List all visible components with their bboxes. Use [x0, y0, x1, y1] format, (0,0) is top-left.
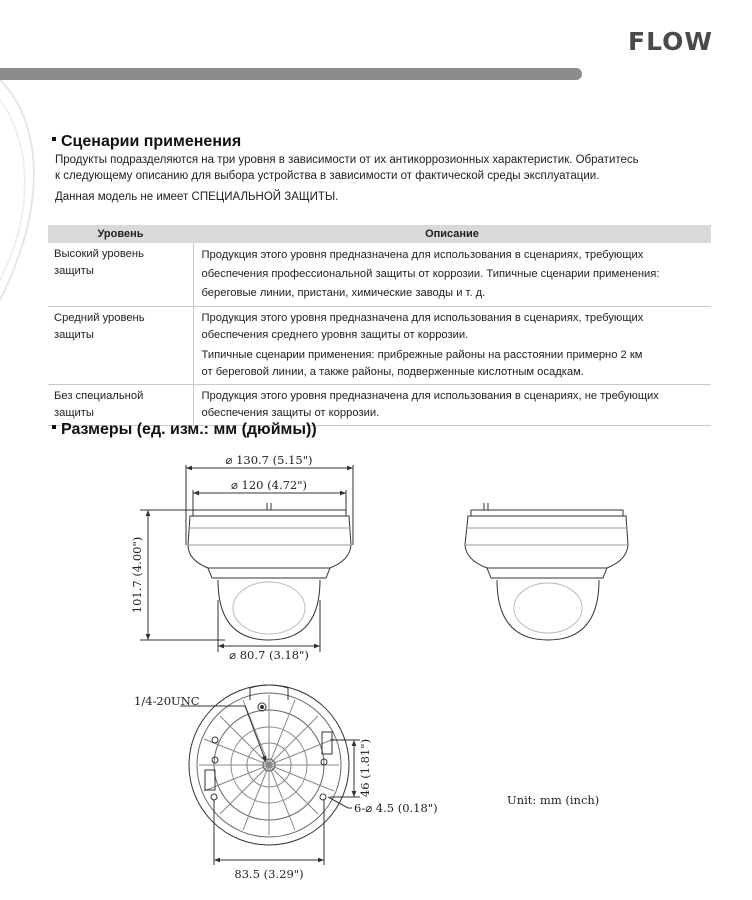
table-row	[48, 307, 711, 385]
dimension-drawing	[0, 440, 752, 900]
model-note: Данная модель не имеет СПЕЦИАЛЬНОЙ ЗАЩИТЫ.	[55, 191, 339, 203]
level-cell	[48, 243, 193, 307]
dim-thread: 1/4-20UNC	[134, 694, 200, 708]
unit-note: Unit: mm (inch)	[507, 793, 600, 807]
level-line: Без специальной	[54, 390, 144, 402]
section-title-dimensions	[52, 421, 317, 439]
description-line: Продукция этого уровня предназначена для использования в сценариях, требующих	[201, 312, 644, 324]
level-cell	[48, 385, 193, 426]
header-bar	[0, 68, 582, 80]
description-cell	[193, 243, 711, 307]
intro-line: к следующему описанию для выбора устройства в зависимости от фактической среды эксплуатации.	[55, 170, 600, 182]
description-line: обеспечения защиты от коррозии.	[201, 407, 380, 419]
level-line: Высокий уровень	[54, 248, 144, 260]
description-line: обеспечения профессиональной защиты от коррозии. Типичные сценарии применения:	[201, 268, 660, 280]
dim-outer-diameter: ⌀ 130.7 (5.15")	[225, 453, 313, 467]
front-view	[140, 465, 353, 652]
description-line: от береговой линии, а также районы, подверженные кислотным осадкам.	[201, 366, 584, 378]
table-row	[48, 243, 711, 307]
level-line: защиты	[54, 265, 94, 277]
bracket-view	[180, 685, 360, 865]
dim-hole-spacing-vertical: 46 (1.81")	[358, 738, 372, 798]
side-view	[465, 503, 628, 640]
description-line: обеспечения среднего уровня защиты от коррозии.	[201, 329, 469, 341]
description-line: Продукция этого уровня предназначена для использования в сценариях, не требующих	[201, 390, 659, 402]
description-line: береговые линии, пристани, химические заводы и т. д.	[201, 287, 486, 299]
level-cell	[48, 307, 193, 385]
description-line: Продукция этого уровня предназначена для использования в сценариях, требующих	[201, 249, 644, 261]
level-line: Средний уровень	[54, 312, 145, 324]
description-cell	[193, 385, 711, 426]
description-cell	[193, 307, 711, 385]
section-title-scenarios	[52, 133, 241, 151]
intro-paragraph	[55, 152, 639, 184]
level-line: защиты	[54, 407, 94, 419]
bullet-square-icon	[52, 137, 56, 141]
dim-dome-diameter: ⌀ 80.7 (3.18")	[229, 648, 309, 662]
table-header-level: Уровень	[48, 225, 193, 243]
dim-inner-diameter: ⌀ 120 (4.72")	[230, 478, 308, 492]
table-header-row	[48, 225, 711, 243]
table-header-description: Описание	[193, 225, 711, 243]
description-line: Типичные сценарии применения: прибрежные районы на расстоянии примерно 2 км	[201, 349, 643, 361]
dim-hole-spacing-horizontal: 83.5 (3.29")	[234, 867, 304, 881]
brand-logo: FLOW	[628, 27, 713, 56]
level-line: защиты	[54, 329, 94, 341]
section-title-text: Размеры (ед. изм.: мм (дюймы))	[61, 421, 317, 438]
dim-height: 101.7 (4.00")	[130, 536, 144, 614]
table-row	[48, 385, 711, 426]
section-title-text: Сценарии применения	[61, 133, 242, 150]
intro-line: Продукты подразделяются на три уровня в зависимости от их антикоррозионных характеристик. Обратитесь	[55, 154, 639, 166]
protection-levels-table	[48, 225, 711, 426]
dim-holes: 6-⌀ 4.5 (0.18")	[354, 801, 438, 815]
bullet-square-icon	[52, 425, 56, 429]
